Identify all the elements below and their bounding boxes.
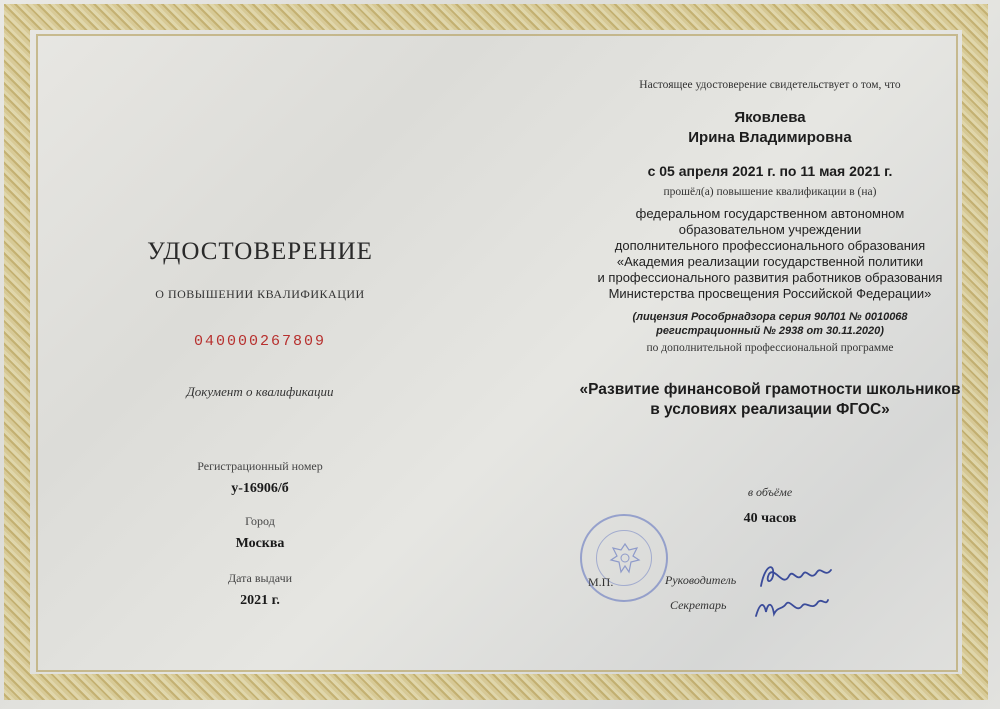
head-label: Руководитель (665, 573, 737, 587)
passed-text: прошёл(а) повышение квалификации в (на) (663, 186, 877, 198)
program-intro: по дополнительной профессиональной программе (646, 342, 894, 354)
secretary-label: Секретарь (670, 598, 727, 612)
intro-text: Настоящее удостоверение свидетельствует о том, что (639, 79, 901, 91)
license-line: регистрационный № 2938 от 30.11.2020) (656, 325, 884, 337)
city-value: Москва (235, 536, 285, 551)
org-line: дополнительного профессионального образования (614, 238, 926, 253)
program-line: «Развитие финансовой грамотности школьников (579, 381, 961, 398)
org-line: «Академия реализации государственной политики (616, 254, 924, 269)
org-line: и профессионального развития работников образования (597, 270, 943, 285)
program-line: в условиях реализации ФГОС» (650, 401, 890, 418)
volume-label: в объёме (747, 485, 793, 499)
secretary-signature-icon (752, 592, 830, 622)
training-period: с 05 апреля 2021 г. по 11 мая 2021 г. (647, 163, 893, 179)
org-line: образовательном учреждении (678, 222, 862, 237)
mp-label: М.П. (588, 575, 614, 589)
license-line: (лицензия Рособрнадзора серия 90Л01 № 0010068 (632, 311, 908, 323)
org-line: федеральном государственном автономном (635, 206, 905, 221)
certificate-subtitle: О ПОВЫШЕНИИ КВАЛИФИКАЦИИ (155, 287, 365, 301)
head-signature-icon (755, 558, 835, 594)
city-label: Город (245, 514, 275, 528)
organization-block (560, 206, 980, 302)
given-names: Ирина Владимировна (688, 129, 852, 146)
org-line: Министерства просвещения Российской Федерации» (608, 286, 932, 301)
program-title (560, 380, 980, 420)
registration-label: Регистрационный номер (197, 459, 323, 473)
license-block (560, 310, 980, 338)
issue-date-label: Дата выдачи (227, 571, 293, 585)
registration-number: у-16906/б (231, 481, 289, 496)
surname: Яковлева (734, 109, 806, 126)
eagle-emblem-icon (605, 538, 645, 578)
issue-date-value: 2021 г. (240, 593, 280, 608)
document-type: Документ о квалификации (186, 384, 334, 399)
volume-value: 40 часов (743, 511, 797, 526)
serial-number: 040000267809 (193, 333, 327, 350)
certificate-title: УДОСТОВЕРЕНИЕ (147, 238, 373, 265)
